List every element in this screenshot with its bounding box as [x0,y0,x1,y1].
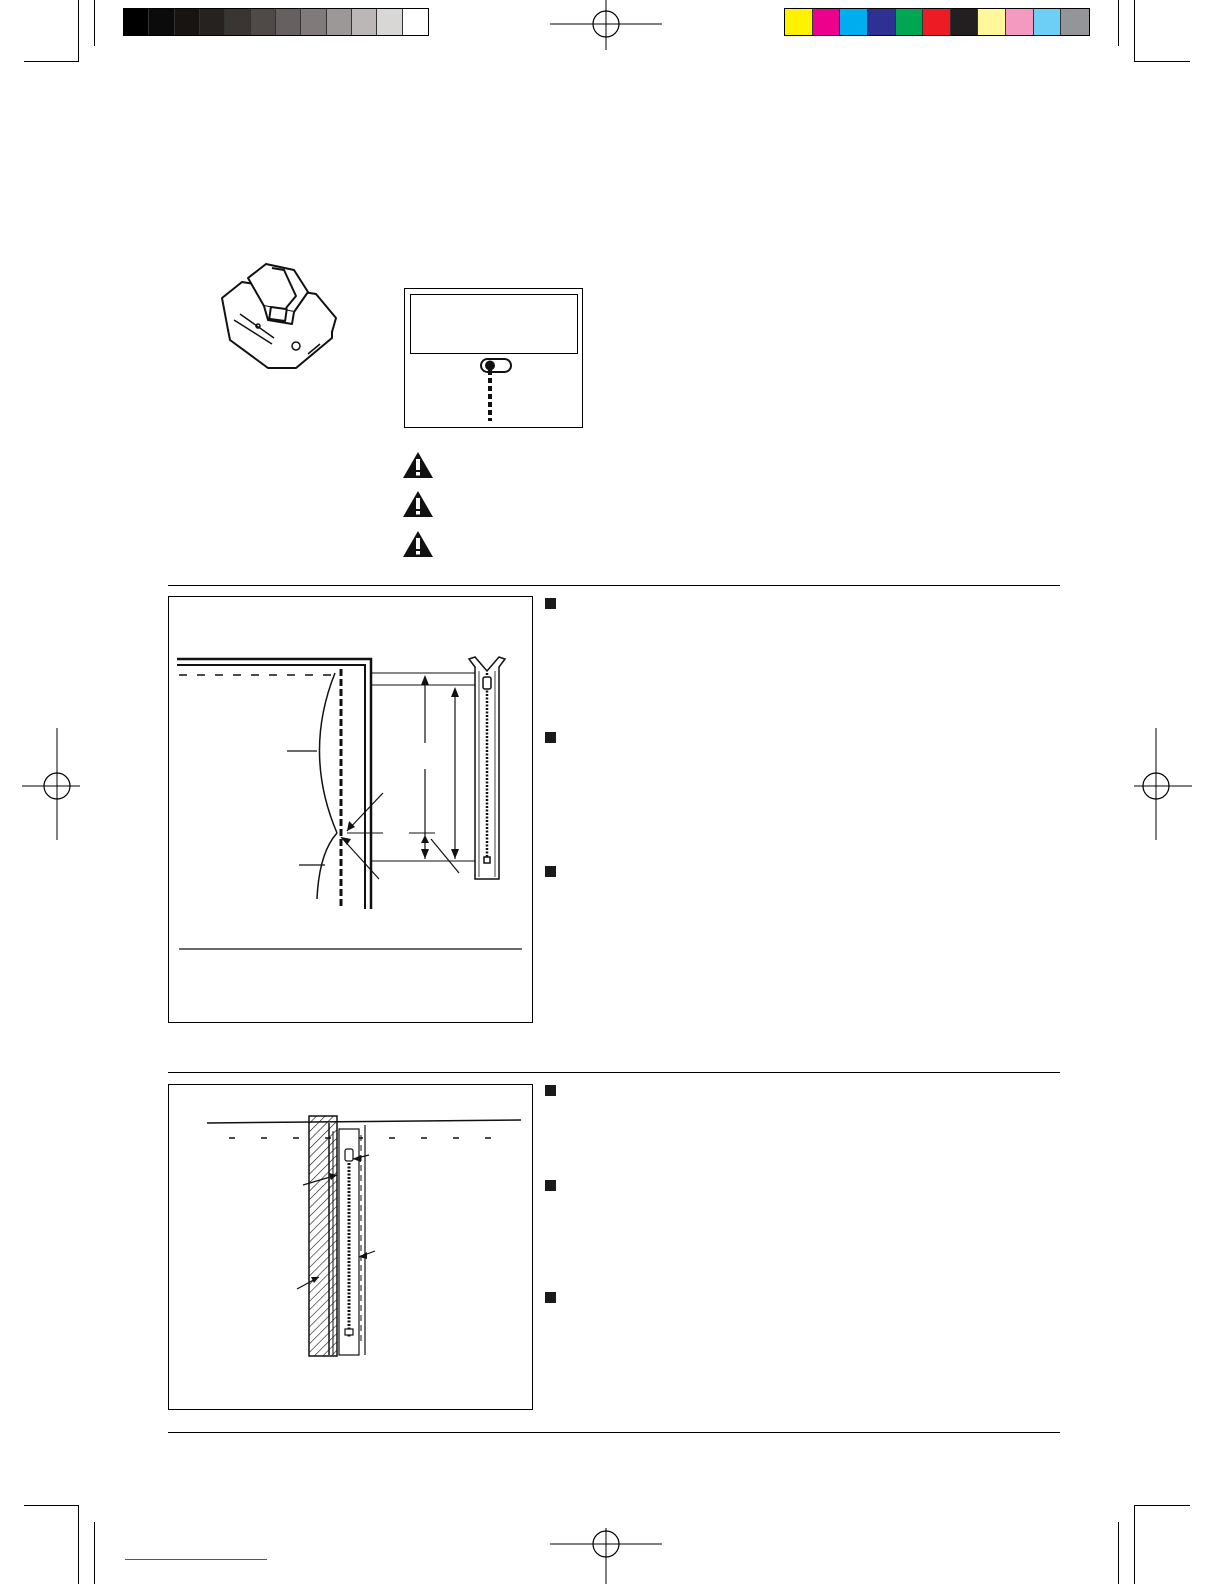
color-swatch [896,9,924,35]
registration-mark-top [548,0,664,52]
zipper-foot-illustration [212,258,344,370]
gray-swatch [327,9,352,35]
color-swatch [813,9,841,35]
color-swatch [978,9,1006,35]
gray-swatch [200,9,225,35]
gray-swatch [124,9,149,35]
stitch-setting-panel [404,288,583,428]
stitch-display-window [410,294,578,354]
registration-mark-right [1132,728,1192,840]
warning-triangle-icon [402,530,434,558]
gray-swatch [175,9,200,35]
square-bullet-icon [545,598,556,609]
registration-mark-bottom [548,1528,664,1584]
gray-swatch [352,9,377,35]
straight-stitch-needle-position-icon [475,355,515,425]
gray-swatch [301,9,326,35]
gray-swatch [276,9,301,35]
gray-swatch [377,9,402,35]
section-divider [168,585,1060,586]
link-underline [125,1559,267,1560]
square-bullet-icon [545,866,556,877]
gray-swatch [225,9,250,35]
square-bullet-icon [545,1180,556,1191]
section-divider [168,1432,1060,1433]
zipper-placement-illustration [169,597,532,1022]
gray-swatch [251,9,276,35]
square-bullet-icon [545,732,556,743]
zipper-sewing-illustration [169,1085,532,1409]
section-divider [168,1072,1060,1073]
color-swatch [785,9,813,35]
gray-swatch [403,9,428,35]
registration-mark-left [22,728,82,840]
square-bullet-icon [545,1292,556,1303]
color-swatch [1006,9,1034,35]
warning-triangle-icon [402,490,434,518]
color-swatch [923,9,951,35]
warning-triangle-icon [402,451,434,479]
color-swatch [868,9,896,35]
gray-swatch [149,9,174,35]
color-swatch [951,9,979,35]
color-swatch [1034,9,1062,35]
grayscale-calibration-bar [123,8,429,36]
color-swatch [840,9,868,35]
zipper-sewing-diagram [168,1084,533,1410]
color-calibration-bar [784,8,1090,36]
color-swatch [1061,9,1089,35]
zipper-placement-diagram [168,596,533,1023]
square-bullet-icon [545,1085,556,1096]
